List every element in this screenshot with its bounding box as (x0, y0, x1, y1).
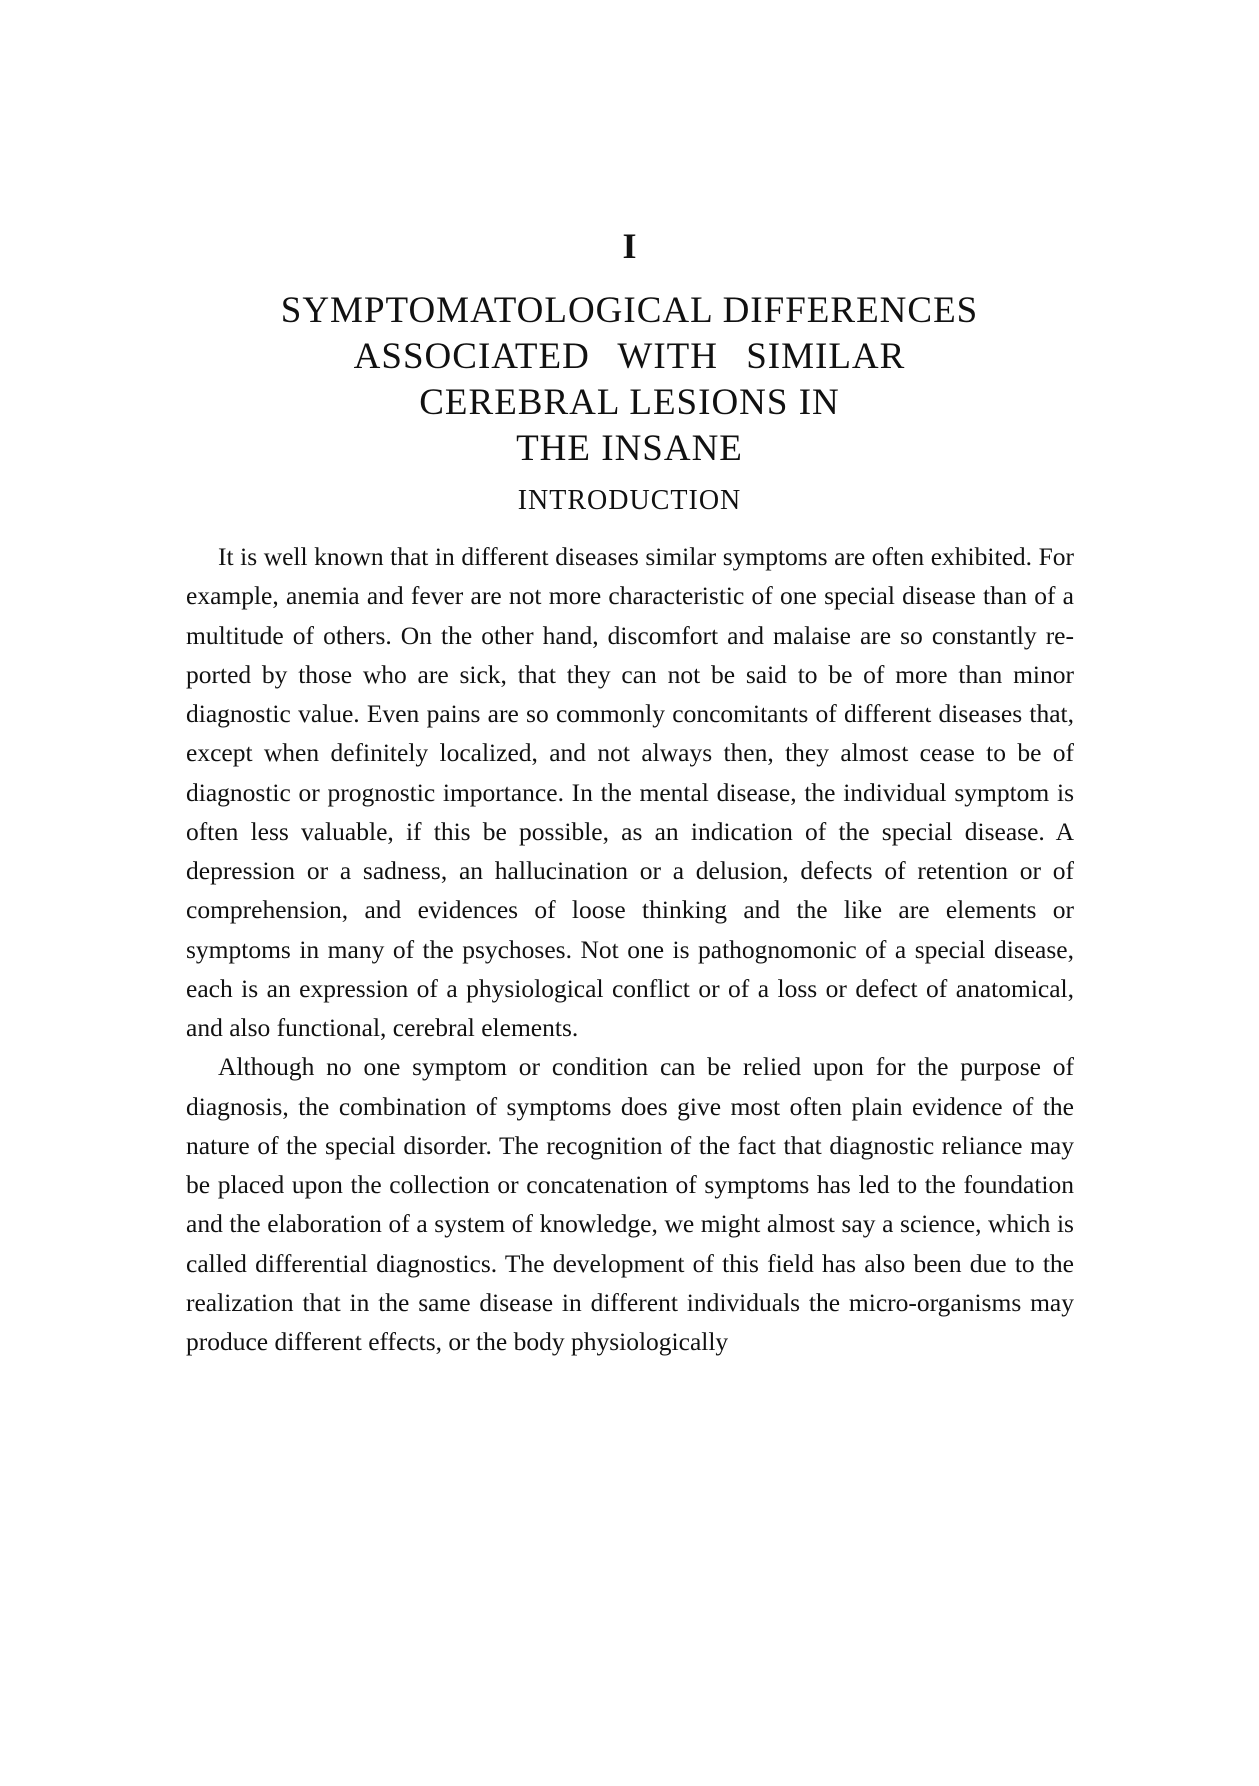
body-text (186, 537, 1074, 1361)
chapter-number: I (622, 226, 637, 266)
paragraph: Although no one symptom or condition can be relied upon for the purpose of diagnosis, the combination of symptoms does give most often plain evidence of the nature of the special disorder. The recognition of the fact that diagnostic reliance may be placed upon the collection or concatenation of symptoms has led to the foundation and the elaboration of a system of knowledge, we might almost say a science, which is called differential diagnostics. The development of this field has also been due to the realization that in the same disease in different individuals the micro-organisms may produce different effects, or the body physiologically (186, 1052, 1074, 1356)
chapter-title-line: ASSOCIATED WITH SIMILAR (353, 336, 906, 377)
chapter-title-line: THE INSANE (516, 428, 743, 469)
section-heading: INTRODUCTION (517, 485, 742, 516)
chapter-title-line: CEREBRAL LESIONS IN (419, 382, 840, 423)
chapter-title (140, 288, 1119, 472)
chapter-title-line: SYMPTOMATOLOGICAL DIFFERENCES (280, 290, 979, 331)
paragraph: It is well known that in different diseases similar symptoms are often exhibited. For example, anemia and fever are not more characteristic of one special disease than of a multitude of others. On the other hand, discomfort and malaise are so constantly reported by those who are sick, that they can not be said to be of more than minor diagnostic value. Even pains are so commonly concomitants of different diseases that, except when definitely localized, and not always then, they almost cease to be of diagnostic or prognostic importance. In the mental disease, the individual symptom is often less valuable, if this be possible, as an indication of the special disease. A depression or a sadness, an hallucination or a delusion, defects of retention or of comprehension, and evidences of loose thinking and the like are elements or symptoms in many of the psychoses. Not one is pathognomonic of a special disease, each is an expression of a physiological conflict or of a loss or defect of anatomical, and also functional, cerebral elements. (186, 542, 1074, 1042)
